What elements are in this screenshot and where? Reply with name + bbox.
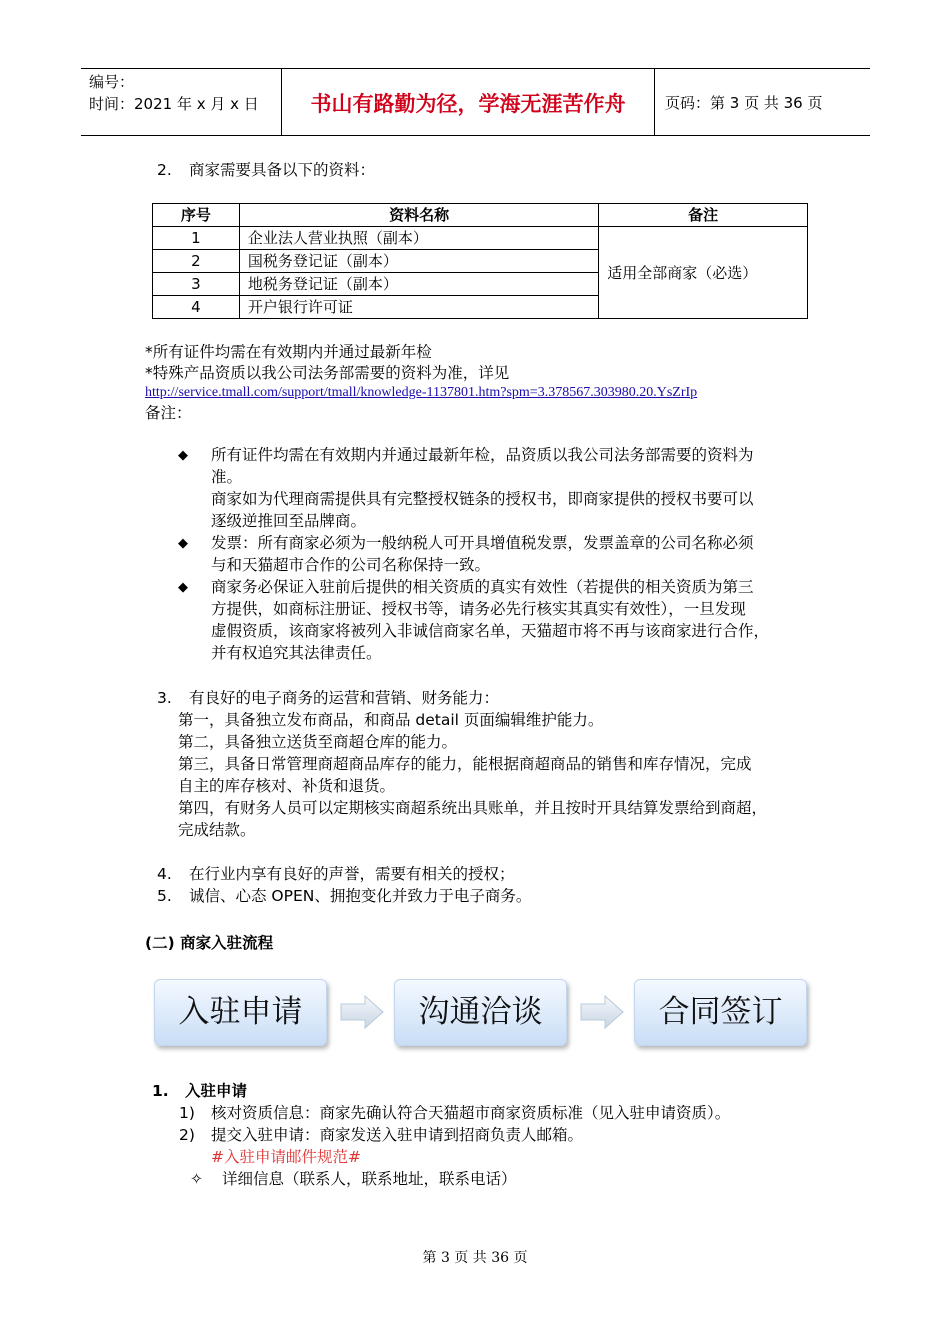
bullet-text: 逐级逆推回至品牌商。	[211, 512, 367, 530]
ability-line: 完成结款。	[178, 821, 256, 839]
header-info	[81, 69, 282, 135]
sparkle-bullet-icon: ✧	[190, 1170, 203, 1188]
header-slogan: 书山有路勤为径，学海无涯苦作舟	[282, 69, 655, 135]
detail-text: 详细信息（联系人，联系地址，联系电话）	[222, 1170, 517, 1188]
bullet-text: 方提供，如商标注册证、授权书等，请务必先行核实其真实有效性），一旦发现	[211, 600, 746, 618]
section3-title: 有良好的电子商务的运营和营销、财务能力：	[189, 689, 500, 707]
bullet-text: 准。	[211, 468, 243, 486]
apply-title: 入驻申请	[185, 1082, 248, 1100]
row-number: 2	[153, 250, 240, 273]
bullet-text: 所有证件均需在有效期内并通过最新年检，品资质以我公司法务部需要的资料为	[211, 446, 754, 464]
diamond-bullet-icon: ◆	[178, 580, 188, 595]
row-number: 1	[153, 227, 240, 250]
ability-line: 自主的库存核对、补货和退货。	[178, 777, 396, 795]
apply-item-number: 2)	[179, 1126, 195, 1144]
code-label: 编号：	[89, 73, 135, 91]
row-name: 开户银行许可证	[239, 296, 598, 319]
apply-item-number: 1)	[179, 1104, 195, 1122]
time-label: 时间：2021 年 x 月 x 日	[89, 95, 259, 113]
email-spec-label: #入驻申请邮件规范#	[211, 1148, 361, 1166]
section4-number: 4.	[157, 865, 172, 883]
note-line: *所有证件均需在有效期内并通过最新年检	[145, 343, 432, 361]
page-header	[81, 68, 870, 136]
section2-number: 2.	[157, 161, 172, 179]
apply-number: 1.	[152, 1082, 169, 1100]
row-number: 4	[153, 296, 240, 319]
bullet-text: 商家务必保证入驻前后提供的相关资质的真实有效性（若提供的相关资质为第三	[211, 578, 754, 596]
bullet-text: 发票：所有商家必须为一般纳税人可开具增值税发票，发票盖章的公司名称必须	[211, 534, 754, 552]
diamond-bullet-icon: ◆	[178, 448, 188, 463]
bullet-text: 并有权追究其法律责任。	[211, 644, 382, 662]
ability-line: 第一，具备独立发布商品，和商品 detail 页面编辑维护能力。	[178, 711, 604, 729]
table-row	[153, 227, 808, 250]
header-page-number: 页码：第 3 页 共 36 页	[665, 94, 823, 112]
section3-number: 3.	[157, 689, 172, 707]
section2-title: 商家需要具备以下的资料：	[189, 161, 376, 179]
table-header: 备注	[599, 204, 808, 227]
row-name: 地税务登记证（副本）	[239, 273, 598, 296]
ability-line: 第三，具备日常管理商超商品库存的能力，能根据商超商品的销售和库存情况，完成	[178, 755, 752, 773]
table-header: 序号	[153, 204, 240, 227]
arrow-right-icon	[579, 994, 625, 1030]
bullet-text: 虚假资质，该商家将被列入非诚信商家名单，天猫超市将不再与该商家进行合作，	[211, 622, 770, 640]
knowledge-link[interactable]: http://service.tmall.com/support/tmall/knowledge-1137801.htm?spm=3.378567.303980.20.YsZrIp	[145, 385, 698, 400]
row-name: 国税务登记证（副本）	[239, 250, 598, 273]
section5-text: 诚信、心态 OPEN、拥抱变化并致力于电子商务。	[189, 887, 532, 905]
section4-text: 在行业内享有良好的声誉，需要有相关的授权；	[189, 865, 515, 883]
ability-line: 第四，有财务人员可以定期核实商超系统出具账单，并且按时开具结算发票给到商超，	[178, 799, 768, 817]
step-contract: 合同签订	[634, 979, 807, 1046]
diamond-bullet-icon: ◆	[178, 536, 188, 551]
row-name: 企业法人营业执照（副本）	[239, 227, 598, 250]
apply-item-text: 提交入驻申请：商家发送入驻申请到招商负责人邮箱。	[211, 1126, 584, 1144]
page-footer: 第 3 页 共 36 页	[422, 1250, 528, 1266]
arrow-right-icon	[339, 994, 385, 1030]
remark-label: 备注：	[145, 404, 192, 422]
ability-line: 第二，具备独立送货至商超仓库的能力。	[178, 733, 458, 751]
step-apply: 入驻申请	[154, 979, 327, 1046]
row-number: 3	[153, 273, 240, 296]
apply-item-text: 核对资质信息：商家先确认符合天猫超市商家资质标准（见入驻申请资质）。	[211, 1104, 731, 1122]
process-heading: (二) 商家入驻流程	[145, 934, 274, 952]
bullet-text: 与和天猫超市合作的公司名称保持一致。	[211, 556, 491, 574]
row-note: 适用全部商家（必选）	[599, 227, 808, 319]
section5-number: 5.	[157, 887, 172, 905]
table-header: 资料名称	[239, 204, 598, 227]
materials-table	[152, 203, 808, 319]
bullet-text: 商家如为代理商需提供具有完整授权链条的授权书，即商家提供的授权书要可以	[211, 490, 754, 508]
note-line: *特殊产品资质以我公司法务部需要的资料为准，详见	[145, 364, 510, 382]
step-negotiate: 沟通洽谈	[394, 979, 567, 1046]
table-header-row	[153, 204, 808, 227]
